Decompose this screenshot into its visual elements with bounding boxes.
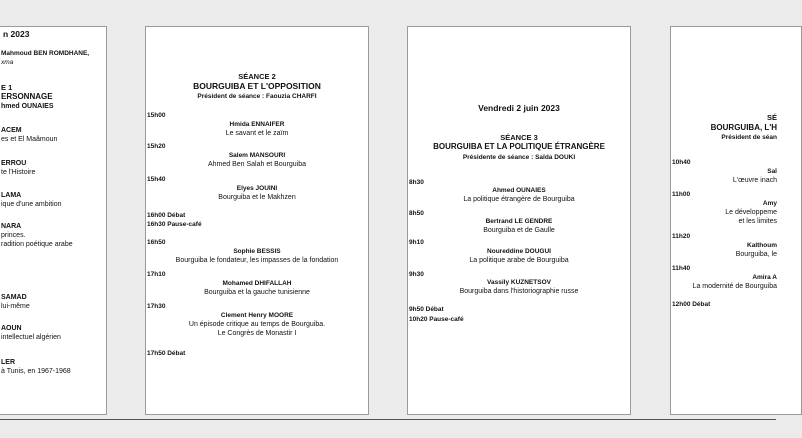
seance-2-label: SÉANCE 2 xyxy=(238,72,276,81)
page1-talk-title: ique d'une ambition xyxy=(1,201,62,208)
page1-speaker: ERROU xyxy=(1,160,27,167)
page1-speaker: ACEM xyxy=(1,127,22,134)
speaker-name: Mohamed DHIFALLAH xyxy=(222,280,292,287)
talk-title-line2: et les limites xyxy=(738,218,777,225)
session-time: 8h50 xyxy=(409,210,424,217)
page1-chair-name: Mahmoud BEN ROMDHANE, xyxy=(1,50,90,57)
seance-3-label: SÉANCE 3 xyxy=(500,133,538,142)
speaker-name: Elyes JOUINI xyxy=(236,185,278,192)
speaker-name: Sophie BESSIS xyxy=(233,248,281,255)
page1-talk-title: princes. xyxy=(1,232,26,239)
talk-title-line2: Le Congrès de Monastir I xyxy=(217,330,297,337)
page1-speaker: NARA xyxy=(1,223,22,230)
page1-seance-title: ERSONNAGE xyxy=(1,92,53,101)
page1-date: n 2023 xyxy=(3,29,30,39)
session-time: 11h40 xyxy=(672,265,691,272)
session-time: 8h30 xyxy=(409,179,424,186)
page4-seance-chair: Président de séan xyxy=(721,134,777,141)
page1-chair-role: xma xyxy=(1,59,14,66)
session-time: 15h00 xyxy=(147,112,166,119)
session-time: 15h40 xyxy=(147,176,166,183)
session-time: 11h20 xyxy=(672,233,691,240)
speaker-name: Amira A xyxy=(752,274,777,281)
page1-seance-chair: hmed OUNAIES xyxy=(1,103,54,110)
program-page-4 xyxy=(670,26,802,415)
speaker-name: Salem MANSOURI xyxy=(228,152,286,159)
program-page-1 xyxy=(0,26,107,415)
speaker-name: Ahmed OUNAIES xyxy=(492,187,546,194)
talk-title: La politique arabe de Bourguiba xyxy=(469,257,569,264)
talk-title: La modernité de Bourguiba xyxy=(692,283,777,290)
page1-speaker: SAMAD xyxy=(1,294,27,301)
seance-2-title: BOURGUIBA ET L'OPPOSITION xyxy=(193,81,321,91)
talk-title: La politique étrangère de Bourguiba xyxy=(463,196,575,203)
debate-slot: 16h00 Débat xyxy=(147,212,186,219)
speaker-name: Amy xyxy=(762,200,777,207)
talk-title: Bourguiba et de Gaulle xyxy=(483,227,555,234)
seance-3-chair: Présidente de séance : Saïda DOUKI xyxy=(462,154,576,161)
coffee-break-slot: 16h30 Pause-café xyxy=(147,221,202,228)
page1-talk-title-line2: radition poétique arabe xyxy=(1,241,73,248)
page1-speaker: LAMA xyxy=(1,192,22,199)
talk-title: Le développeme xyxy=(725,209,777,216)
page4-seance-title: BOURGUIBA, L'H xyxy=(710,123,777,132)
session-time: 16h50 xyxy=(147,239,166,246)
seance-3-title: BOURGUIBA ET LA POLITIQUE ÉTRANGÈRE xyxy=(433,142,605,151)
talk-title: Bourguiba dans l'historiographie russe xyxy=(459,288,579,295)
session-time: 9h30 xyxy=(409,271,424,278)
debate-slot: 12h00 Débat xyxy=(672,301,711,308)
speaker-name: Hmida ENNAIFER xyxy=(229,121,285,128)
session-time: 17h10 xyxy=(147,271,166,278)
program-page-3 xyxy=(407,26,631,415)
page1-speaker: AOUN xyxy=(1,325,22,332)
session-time: 11h00 xyxy=(672,191,691,198)
talk-title: Bourguiba le fondateur, les impasses de la fondation xyxy=(175,257,339,264)
bottom-rule xyxy=(0,419,776,420)
talk-title: Bourguiba et la gauche tunisienne xyxy=(204,289,310,296)
talk-title: Le savant et le zaïm xyxy=(225,130,289,137)
page4-seance-label: SÉ xyxy=(766,113,777,122)
page1-speaker: LER xyxy=(1,359,15,366)
page1-talk-title: lui-même xyxy=(1,303,30,310)
speaker-name: Noureddine DOUGUI xyxy=(487,248,551,255)
seance-2-chair: Président de séance : Faouzia CHARFI xyxy=(197,93,317,100)
talk-title: Ahmed Ben Salah et Bourguiba xyxy=(207,161,307,168)
session-time: 15h20 xyxy=(147,143,166,150)
page1-talk-title: es et El Maâmoun xyxy=(1,136,58,143)
speaker-name: Vassily KUZNETSOV xyxy=(487,279,551,286)
speaker-name: Clement Henry MOORE xyxy=(220,312,294,319)
session-time: 9h10 xyxy=(409,239,424,246)
coffee-break-slot: 10h20 Pause-café xyxy=(409,316,464,323)
session-time: 10h40 xyxy=(672,159,691,166)
page1-seance-number: E 1 xyxy=(1,83,13,92)
day-heading: Vendredi 2 juin 2023 xyxy=(478,103,560,113)
page1-talk-title: à Tunis, en 1967-1968 xyxy=(1,368,71,375)
speaker-name: Kalthoum xyxy=(747,242,777,249)
session-time: 17h30 xyxy=(147,303,166,310)
page1-talk-title: te l'Histoire xyxy=(1,169,36,176)
talk-title: Un épisode critique au temps de Bourguiba. xyxy=(188,321,326,328)
talk-title: L'œuvre inach xyxy=(732,177,777,184)
speaker-name: Bertrand LE GENDRE xyxy=(485,218,553,225)
page1-talk-title: intellectuel algérien xyxy=(1,334,61,341)
program-page-2 xyxy=(145,26,369,415)
speaker-name: Saï xyxy=(767,168,777,175)
talk-title: Bourguiba, le xyxy=(735,251,777,258)
talk-title: Bourguiba et le Makhzen xyxy=(218,194,296,201)
debate-slot: 9h50 Débat xyxy=(409,306,444,313)
debate-slot: 17h50 Débat xyxy=(147,350,186,357)
